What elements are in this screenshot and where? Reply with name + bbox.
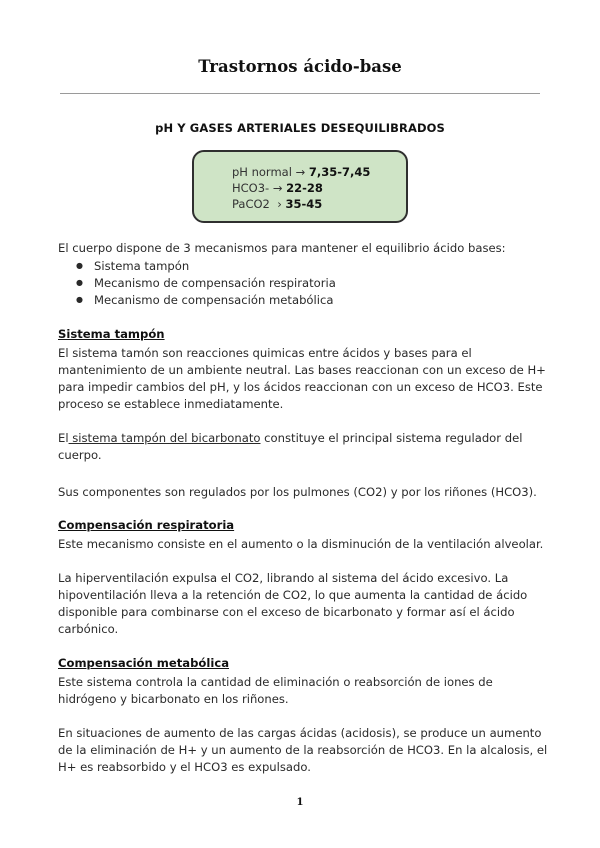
ph-label: pH normal: [232, 165, 292, 179]
list-item: ● Mecanismo de compensación respiratoria: [76, 276, 336, 290]
paragraph-line: H+ es reabsorbido y el HCO3 es expulsado.: [58, 760, 311, 774]
title-divider: [60, 93, 540, 94]
arrow-icon: ›: [277, 197, 282, 211]
intro-paragraph: El cuerpo dispone de 3 mecanismos para mantener el equilibrio ácido bases:: [58, 241, 506, 255]
ph-normal-line: [232, 165, 370, 179]
paragraph-line: Este sistema controla la cantidad de eliminación o reabsorción de iones de: [58, 675, 493, 689]
list-item: ● Mecanismo de compensación metabólica: [76, 293, 334, 307]
bullet-icon: ●: [76, 261, 83, 270]
bullet-icon: ●: [76, 295, 83, 304]
paragraph-line: mantenimiento de un ambiente neutral. Las bases reaccionan con un exceso de H+: [58, 363, 546, 377]
heading-compensacion-respiratoria: Compensación respiratoria: [58, 518, 235, 532]
paragraph-line: hipoventilación lleva a la retención de CO2, lo que aumenta la cantidad de ácido: [58, 588, 528, 602]
ph-value: 7,35-7,45: [308, 165, 371, 179]
document-title: Trastornos ácido-base: [198, 57, 402, 76]
paragraph-line: cuerpo.: [58, 448, 102, 462]
heading-compensacion-metabolica: Compensación metabólica: [58, 656, 230, 670]
paragraph-line: El sistema tamón son reacciones quimicas entre ácidos y bases para el: [58, 346, 472, 360]
hco3-label: HCO3-: [232, 181, 270, 195]
bicarbonate-buffer-term: sistema tampón del bicarbonato: [68, 431, 261, 445]
heading-sistema-tampon: Sistema tampón: [58, 327, 165, 341]
paragraph-line: para impedir cambios del pH, y los ácidos reaccionan con un exceso de HCO3. Este: [58, 380, 543, 394]
page-number: 1: [296, 797, 304, 808]
paragraph-line: Sus componentes son regulados por los pulmones (CO2) y por los riñones (HCO3).: [58, 485, 537, 499]
paragraph-line: de la eliminación de H+ y un aumento de la reabsorción de HCO3. En la alcalosis, el: [58, 743, 548, 757]
paragraph-line: hidrógeno y bicarbonato en los riñones.: [58, 692, 289, 706]
bullet-icon: ●: [76, 278, 83, 287]
paragraph-line: proceso se establece inmediatamente.: [58, 397, 284, 411]
section-subtitle: pH Y GASES ARTERIALES DESEQUILIBRADOS: [155, 121, 445, 135]
hco3-value: 22-28: [286, 181, 323, 195]
paco2-label: PaCO2: [232, 197, 270, 211]
paragraph-line: El sistema tampón del bicarbonato constituye el principal sistema regulador del: [58, 431, 523, 445]
paragraph-line: carbónico.: [58, 622, 119, 636]
paco2-line: [232, 197, 322, 211]
list-item: ● Sistema tampón: [76, 259, 190, 273]
hco3-line: [232, 181, 323, 195]
paragraph-line: Este mecanismo consiste en el aumento o la disminución de la ventilación alveolar.: [58, 537, 544, 551]
paco2-value: 35-45: [285, 197, 323, 211]
arrow-icon: →: [295, 165, 306, 179]
arrow-icon: →: [272, 181, 283, 195]
paragraph-line: La hiperventilación expulsa el CO2, librando al sistema del ácido excesivo. La: [58, 571, 509, 585]
normal-values-box: [192, 150, 408, 223]
paragraph-line: disponible para combinarse con el exceso de bicarbonato y formar así el ácido: [58, 605, 515, 619]
paragraph-line: En situaciones de aumento de las cargas ácidas (acidosis), se produce un aumento: [58, 726, 542, 740]
